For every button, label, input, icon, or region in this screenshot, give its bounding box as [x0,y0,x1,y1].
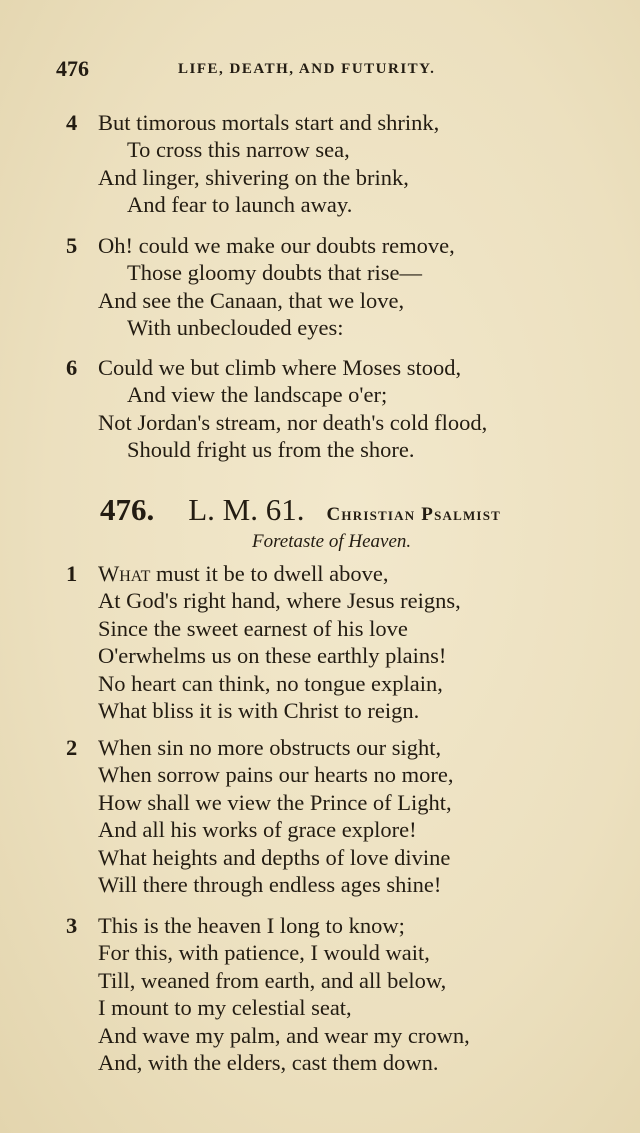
verse-line: This is the heaven I long to know; [98,913,405,938]
verse-line: Should fright us from the shore. [127,437,415,463]
stanza-6 [66,354,620,464]
verse-text: must it be to dwell above, [150,561,389,586]
verse-line: And see the Canaan, that we love, [98,287,405,313]
verse-line: To cross this narrow sea, [127,137,350,163]
verse-line: Till, weaned from earth, and all below, [98,967,447,993]
stanza-number: 6 [66,355,78,380]
verse-line: And linger, shivering on the brink, [98,164,409,190]
stanza-number: 4 [66,110,78,135]
stanza-number: 3 [66,913,78,938]
verse-line: What bliss it is with Christ to reign. [98,698,420,724]
verse-line: Not Jordan's stream, nor death's cold flood, [98,409,488,435]
page-number: 476 [56,56,89,81]
stanza-3 [66,912,620,1076]
verse-line: With unbeclouded eyes: [127,315,344,341]
verse-line: Oh! could we make our doubts remove, [98,233,455,258]
running-title: LIFE, DEATH, AND FUTURITY. [178,61,436,77]
hymn-meter: L. M. 61. [188,492,305,527]
verse-line: When sorrow pains our hearts no more, [98,762,454,788]
hymn-number: 476. [100,492,155,527]
stanza-1 [66,560,620,724]
first-word: What [98,561,151,586]
verse-line: I mount to my celestial seat, [98,995,352,1021]
verse-line: Could we but climb where Moses stood, [98,355,462,380]
verse-line: Since the sweet earnest of his love [98,615,408,641]
hymn-author: Christian Psalmist [326,504,501,525]
verse-line: And wave my palm, and wear my crown, [98,1022,470,1048]
verse-line: But timorous mortals start and shrink, [98,110,440,135]
stanza-5 [66,232,620,342]
verse-line: And, with the elders, cast them down. [98,1050,439,1076]
verse-line: And fear to launch away. [127,192,353,218]
verse-line: O'erwhelms us on these earthly plains! [98,643,447,669]
verse-line: Will there through endless ages shine! [98,872,442,898]
stanza-number: 5 [66,233,78,258]
stanza-number: 2 [66,735,78,760]
stanza-4 [66,109,620,219]
running-header [56,56,600,86]
verse-line: What heights and depths of love divine [98,844,451,870]
verse-line: No heart can think, no tongue explain, [98,670,443,696]
verse-line: Those gloomy doubts that rise— [127,260,422,286]
hymn-subtitle: Foretaste of Heaven. [252,531,412,552]
verse-line: And all his works of grace explore! [98,817,417,843]
verse-line [66,560,620,587]
hymn-heading [100,492,600,528]
verse-line: When sin no more obstructs our sight, [98,735,442,760]
stanza-2 [66,734,620,898]
verse-line: At God's right hand, where Jesus reigns, [98,588,461,614]
stanza-number: 1 [66,561,78,586]
verse-line: And view the landscape o'er; [127,382,388,408]
verse-line: For this, with patience, I would wait, [98,940,430,966]
verse-line: How shall we view the Prince of Light, [98,789,452,815]
